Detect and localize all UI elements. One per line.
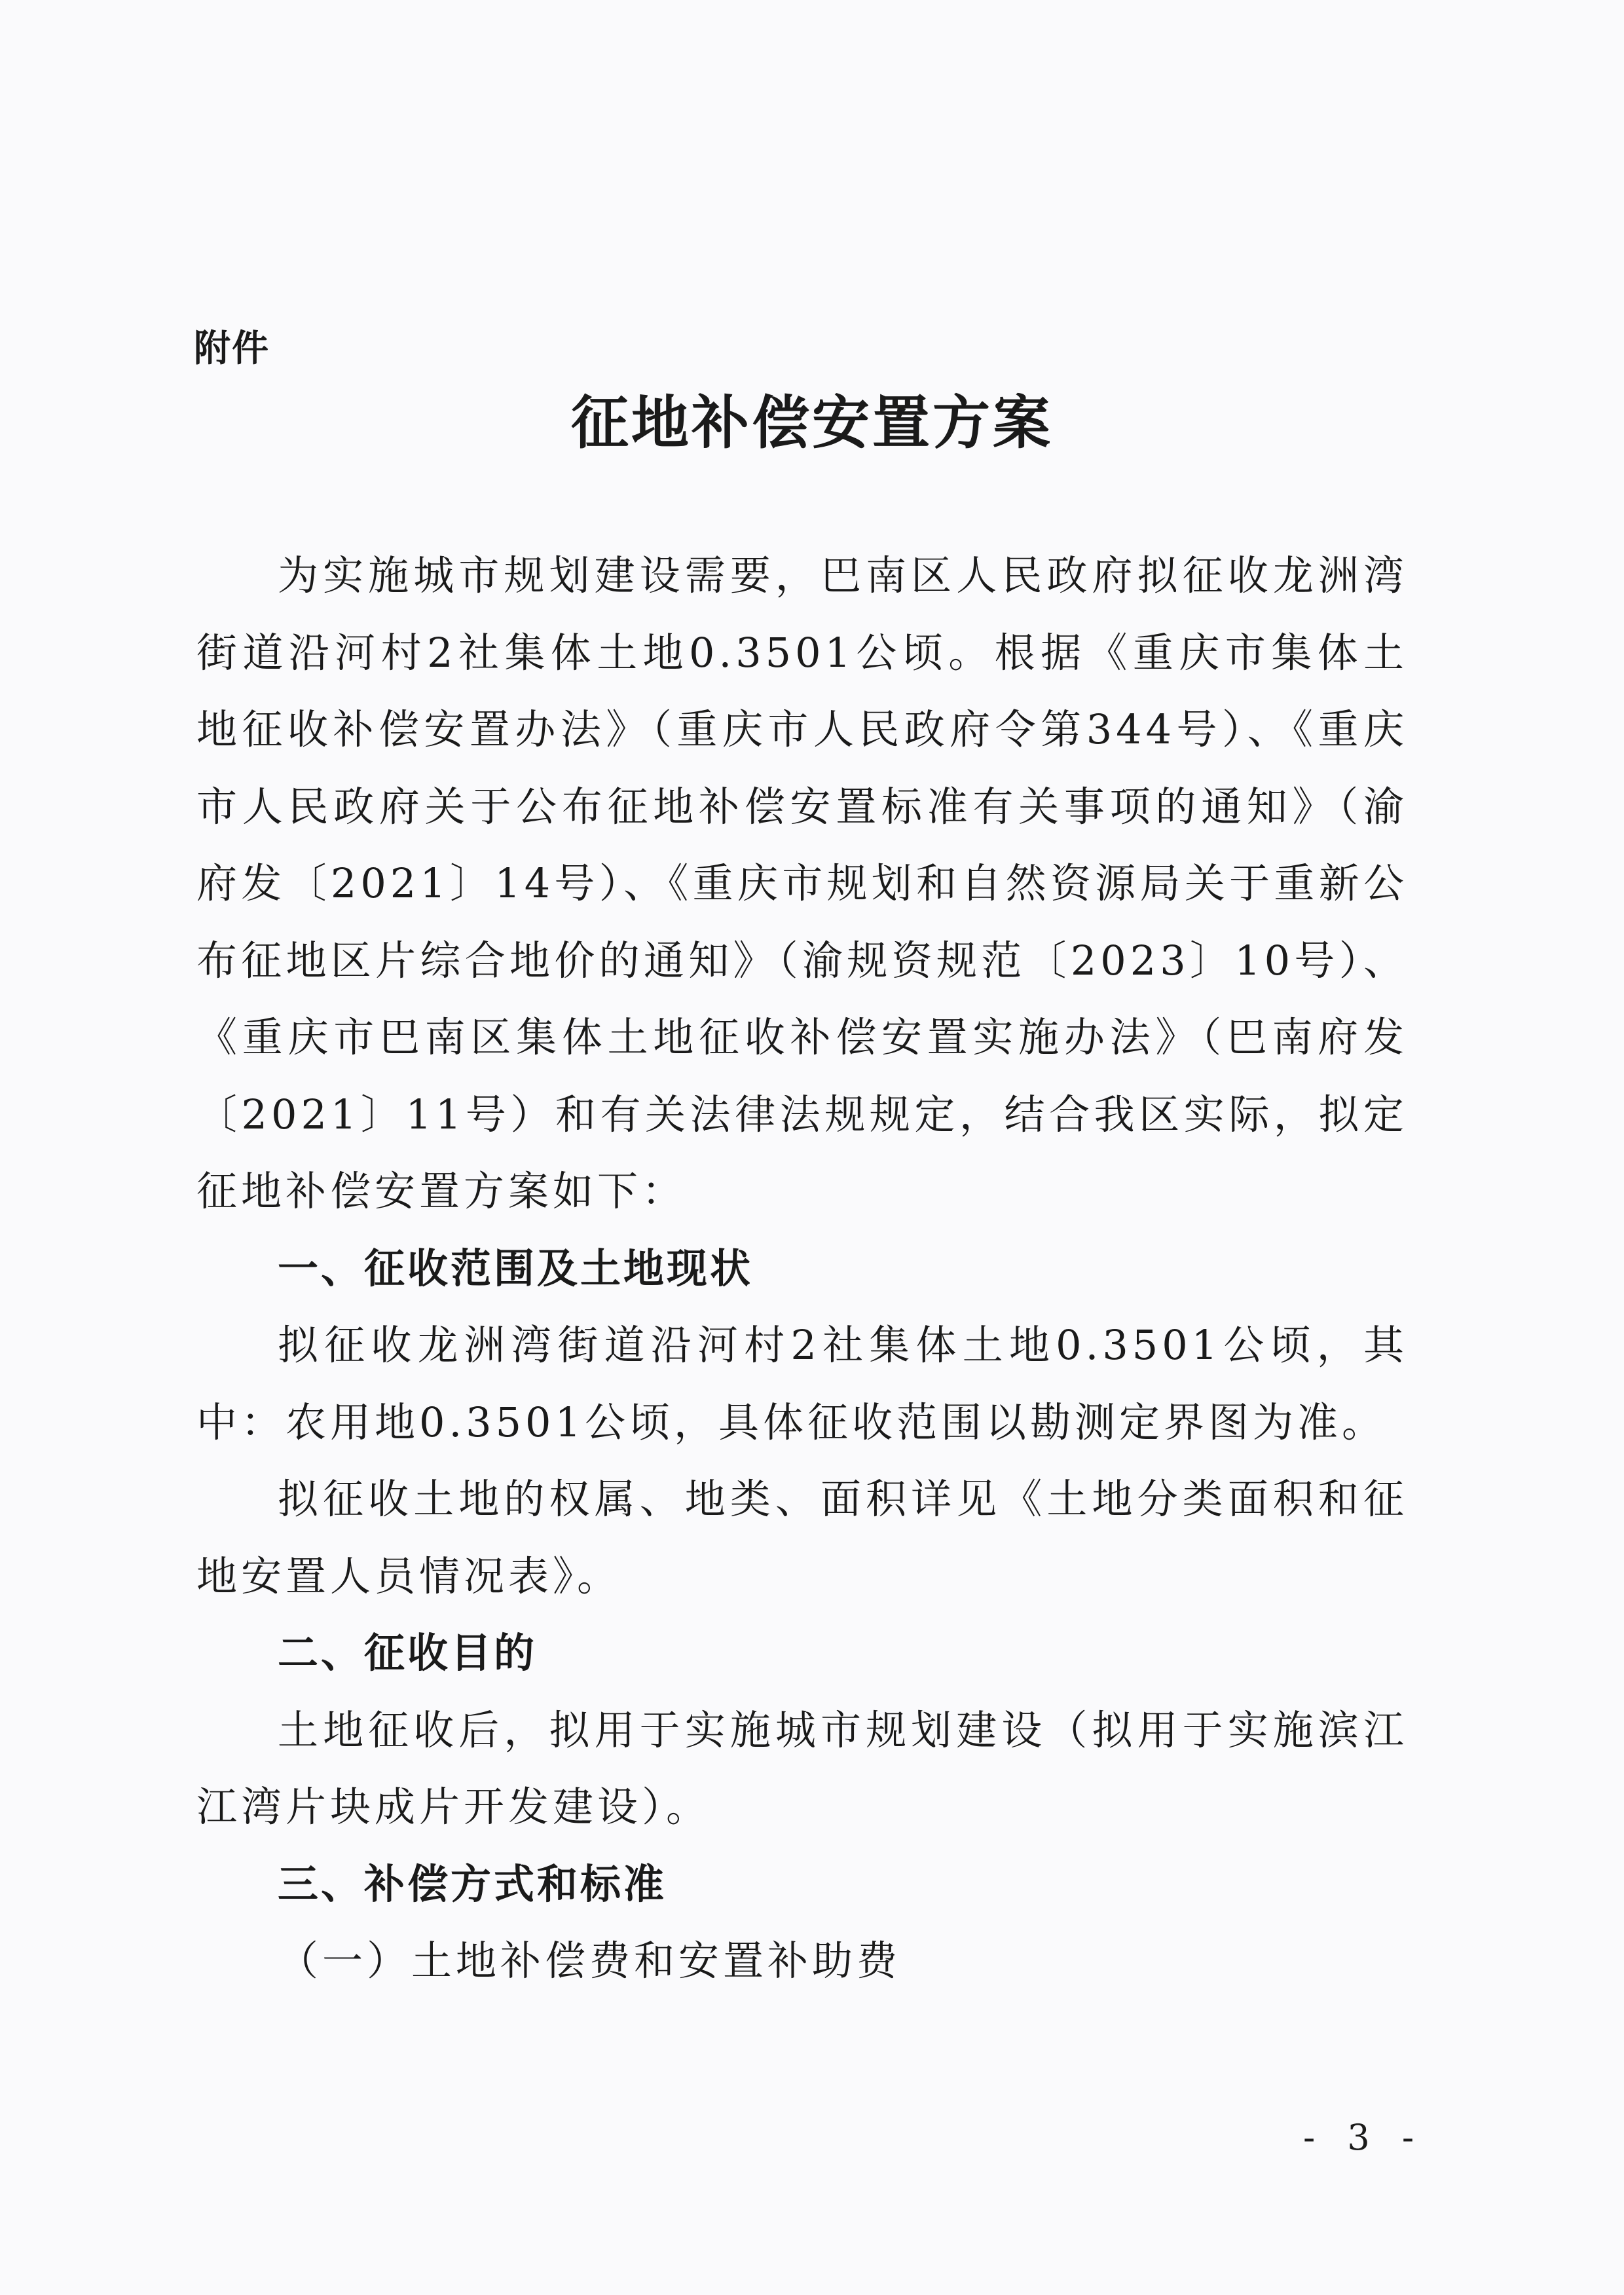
section-1-paragraph-2: 拟征收土地的权属、地类、面积详见《土地分类面积和征地安置人员情况表》。: [196, 1475, 1408, 1600]
section-3-subheading: （一）土地补偿费和安置补助费: [278, 1937, 902, 1985]
document-body: [196, 537, 1408, 2000]
intro-paragraph: 为实施城市规划建设需要，巴南区人民政府拟征收龙洲湾街道沿河村2社集体土地0.3501公顷。根据《重庆市集体土地征收补偿安置办法》（重庆市人民政府令第344号）、《重庆市人民政府关于公布征地补偿安置标准有关事项的通知》（渝府发〔2021〕14号）、《重庆市规划和自然资源局关于重新公布征地区片综合地价的通知》（渝规资规范〔2023〕10号）、《重庆市巴南区集体土地征收补偿安置实施办法》（巴南府发〔2021〕11号）和有关法律法规规定，结合我区实际，拟定征地补偿安置方案如下：: [196, 551, 1408, 1215]
section-2-paragraph-1: 土地征收后，拟用于实施城市规划建设（拟用于实施滨江江湾片块成片开发建设）。: [196, 1706, 1408, 1831]
section-3-heading: 三、补偿方式和标准: [278, 1859, 667, 1908]
attachment-label: 附件: [194, 327, 270, 370]
section-1-paragraph-1: 拟征收龙洲湾街道沿河村2社集体土地0.3501公顷，其中：农用地0.3501公顷，具体征收范围以勘测定界图为准。: [196, 1321, 1408, 1446]
document-title: 征地补偿安置方案: [570, 388, 1053, 457]
section-2-heading: 二、征收目的: [278, 1629, 538, 1677]
section-1-heading: 一、征收范围及土地现状: [278, 1244, 754, 1292]
page-number: - 3 -: [1303, 2117, 1425, 2158]
